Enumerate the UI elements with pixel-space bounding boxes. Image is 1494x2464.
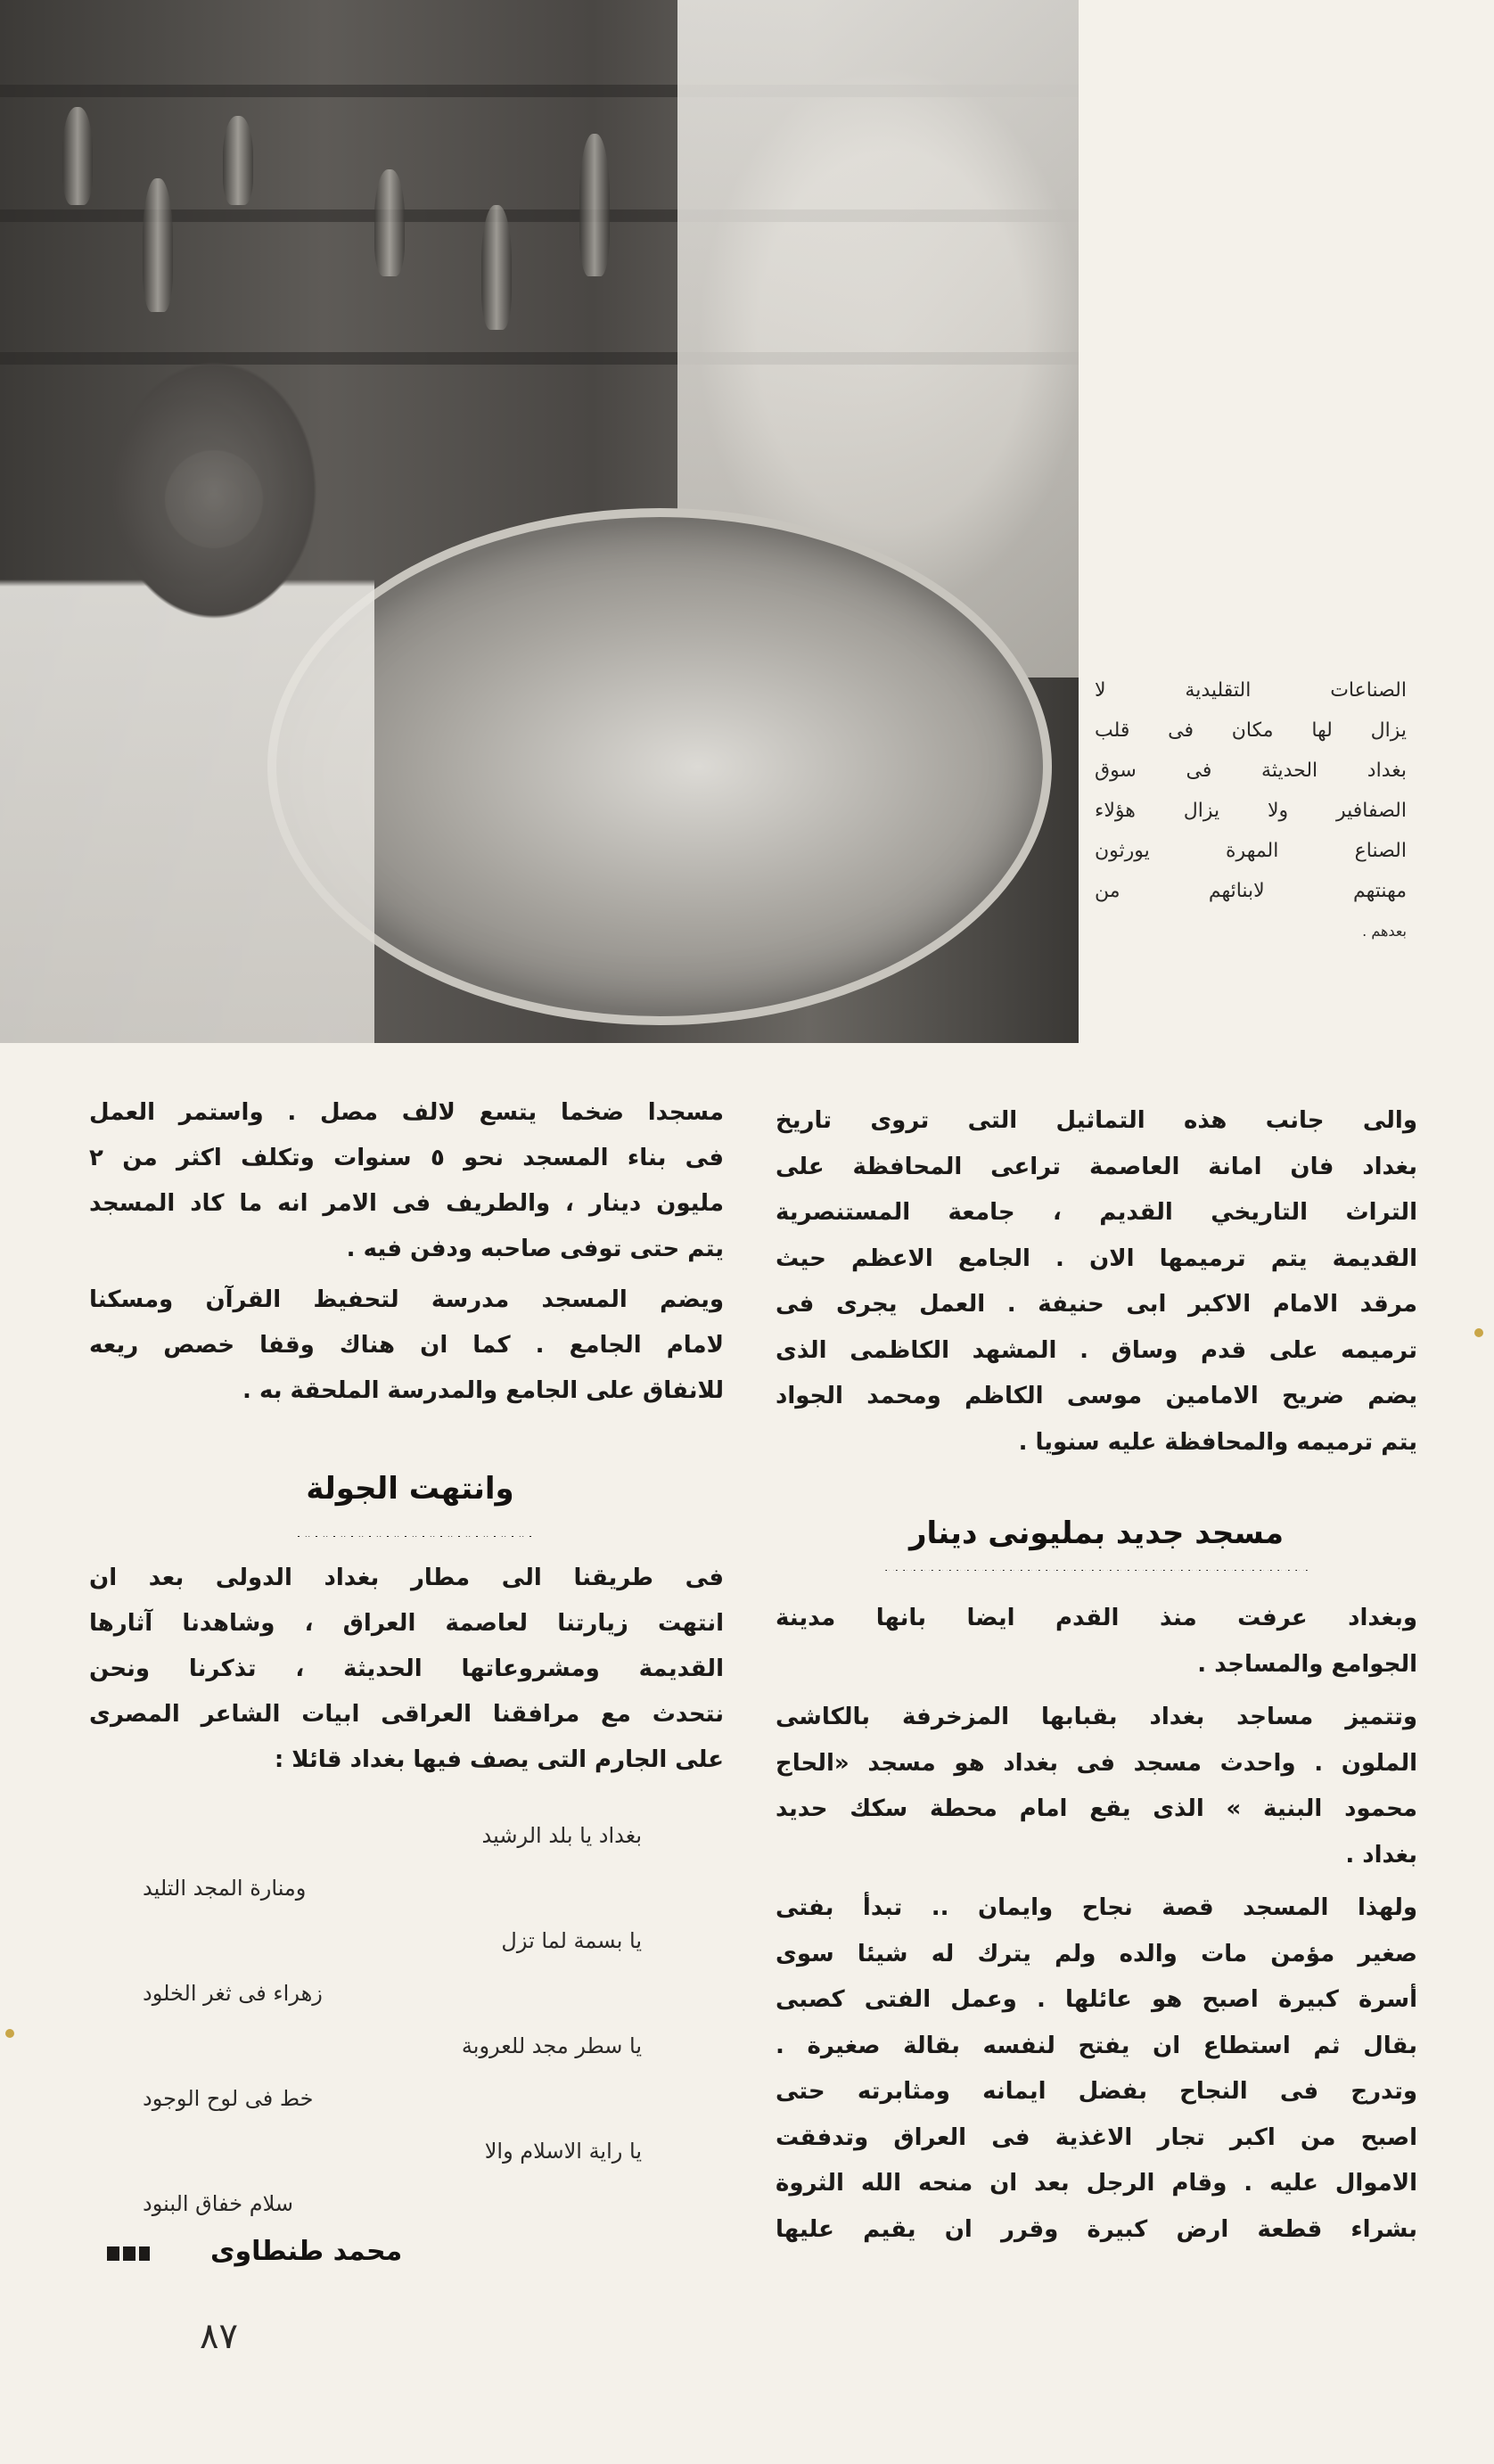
caption-line: الصفافير ولا يزال هؤلاء xyxy=(1095,800,1407,822)
text-line: مليون دينار ، والطريف فى الامر انه ما كاد المسجد xyxy=(89,1190,724,1217)
article-photo xyxy=(0,0,1079,1043)
text-line: القديمة يتم ترميمها الان . الجامع الاعظم حيث xyxy=(776,1244,1417,1272)
vase-decor xyxy=(374,169,405,276)
paragraph xyxy=(776,1885,1417,2253)
text-line: بشراء قطعة ارض كبيرة وقرر ان يقيم عليها xyxy=(776,2215,1417,2243)
paragraph xyxy=(776,1596,1417,1688)
vase-decor xyxy=(143,178,173,312)
text-line: مرقد الامام الاكبر ابى حنيفة . العمل يجرى فى xyxy=(776,1291,1417,1318)
text-line: لامام الجامع . كما ان هناك وقفا خصص ريعه xyxy=(89,1332,724,1359)
paper-speck xyxy=(5,2029,14,2038)
text-line: بغداد فان امانة العاصمة تراعى المحافظة على xyxy=(776,1153,1417,1180)
text-line: على الجارم التى يصف فيها بغداد قائلا : xyxy=(274,1746,724,1773)
text-line: القديمة ومشروعاتها الحديثة ، تذكرنا ونحن xyxy=(89,1655,724,1682)
caption-line: مهنتهم لابنائهم من xyxy=(1095,880,1407,902)
vase-decor xyxy=(62,107,93,205)
text-line: صغير مؤمن مات والده ولم يترك له شيئا سوى xyxy=(776,1940,1417,1967)
text-line: يتم ترميمه والمحافظة عليه سنويا . xyxy=(1018,1428,1417,1456)
vase-decor xyxy=(223,116,253,205)
text-line: ويضم المسجد مدرسة لتحفيظ القرآن ومسكنا xyxy=(89,1286,724,1313)
text-line: الملون . واحدث مسجد فى بغداد هو مسجد «الحاج xyxy=(776,1749,1417,1777)
text-line: الاموال عليه . وقام الرجل بعد ان منحه الله الثروة xyxy=(776,2170,1417,2197)
text-line: وتتميز مساجد بغداد بقبابها المزخرفة بالكاشى xyxy=(776,1704,1417,1730)
paragraph xyxy=(776,1695,1417,1878)
text-line: يضم ضريح الامامين موسى الكاظم ومحمد الجواد xyxy=(776,1383,1417,1409)
text-line: فى طريقنا الى مطار بغداد الدولى بعد ان xyxy=(89,1565,724,1591)
text-line: ترميمه على قدم وساق . المشهد الكاظمى الذى xyxy=(776,1336,1417,1364)
poem-verse: بغداد يا بلد الرشيد xyxy=(481,1823,642,1848)
caption-line: بعدهم . xyxy=(1362,923,1407,940)
paragraph xyxy=(89,1090,724,1272)
vase-decor xyxy=(579,134,610,276)
text-line: والى جانب هذه التماثيل التى تروى تاريخ xyxy=(776,1107,1417,1134)
craftsman xyxy=(0,330,374,1043)
article-end-mark xyxy=(107,2246,150,2261)
caption-line: الصناعات التقليدية لا xyxy=(1095,679,1407,702)
text-line: نتحدث مع مرافقنا العراقى ابيات الشاعر المصرى xyxy=(89,1701,724,1728)
text-line: مسجدا ضخما يتسع لالف مصل . واستمر العمل xyxy=(89,1099,724,1126)
text-line: يتم حتى توفى صاحبه ودفن فيه . xyxy=(346,1236,724,1262)
engraved-tray xyxy=(267,508,1052,1025)
photo-caption xyxy=(1095,670,1407,951)
text-line: فى بناء المسجد نحو ٥ سنوات وتكلف اكثر من ٢ xyxy=(89,1145,724,1171)
text-line: وتدرج فى النجاح بفضل ايمانه ومثابرته حتى xyxy=(776,2078,1417,2105)
poem-verse: يا راية الاسلام والا xyxy=(484,2139,642,2164)
left-column xyxy=(89,1090,724,1414)
text-line: انتهت زيارتنا لعاصمة العراق ، وشاهدنا آثارها xyxy=(89,1610,724,1637)
paragraph xyxy=(89,1277,724,1414)
text-line: ولهذا المسجد قصة نجاح وايمان .. تبدأ بفتى xyxy=(776,1894,1417,1921)
heading-underline xyxy=(882,1569,1310,1574)
paper-speck xyxy=(1474,1328,1483,1337)
poem-verse: خط فى لوح الوجود xyxy=(143,2086,314,2111)
poem-verse: زهراء فى ثغر الخلود xyxy=(143,1981,323,2006)
poem-verse: سلام خفاق البنود xyxy=(143,2191,294,2216)
text-line: اصبح من اكبر تجار الاغذية فى العراق وتدفقت xyxy=(776,2123,1417,2151)
left-column-cont xyxy=(89,1556,724,1783)
caption-line: الصناع المهرة يورثون xyxy=(1095,840,1407,862)
caption-line: يزال لها مكان فى قلب xyxy=(1095,719,1407,742)
section-heading-tour-ended: وانتهت الجولة xyxy=(306,1471,514,1507)
paragraph xyxy=(89,1556,724,1783)
author-signature: محمد طنطاوى xyxy=(210,2236,403,2267)
poem xyxy=(107,1810,651,2230)
text-line: بقال ثم استطاع ان يفتح لنفسه بقالة صغيرة . xyxy=(776,2032,1417,2059)
text-line: للانفاق على الجامع والمدرسة الملحقة به . xyxy=(242,1377,724,1404)
poem-verse: يا سطر مجد للعروبة xyxy=(461,2033,642,2058)
right-column xyxy=(776,1098,1417,1466)
heading-underline xyxy=(294,1535,535,1540)
right-column-cont xyxy=(776,1596,1417,2253)
caption-line: بغداد الحديثة فى سوق xyxy=(1095,760,1407,782)
section-heading-new-mosque: مسجد جديد بمليونى دينار xyxy=(908,1515,1285,1551)
text-line: التراث التاريخي القديم ، جامعة المستنصرية xyxy=(776,1199,1417,1226)
text-line: أسرة كبيرة اصبح هو عائلها . وعمل الفتى كصبى xyxy=(776,1986,1417,2013)
text-line: الجوامع والمساجد . xyxy=(1197,1650,1417,1678)
vase-decor xyxy=(481,205,512,330)
page-number: ٨٧ xyxy=(200,2316,238,2357)
text-line: محمود البنية » الذى يقع امام محطة سكك حديد xyxy=(776,1795,1417,1822)
text-line: بغداد . xyxy=(1345,1841,1417,1869)
poem-verse: يا بسمة لما تزل xyxy=(501,1928,642,1953)
text-line: وبغداد عرفت منذ القدم ايضا بانها مدينة xyxy=(776,1605,1417,1631)
poem-verse: ومنارة المجد التليد xyxy=(143,1876,307,1901)
paragraph xyxy=(776,1098,1417,1466)
